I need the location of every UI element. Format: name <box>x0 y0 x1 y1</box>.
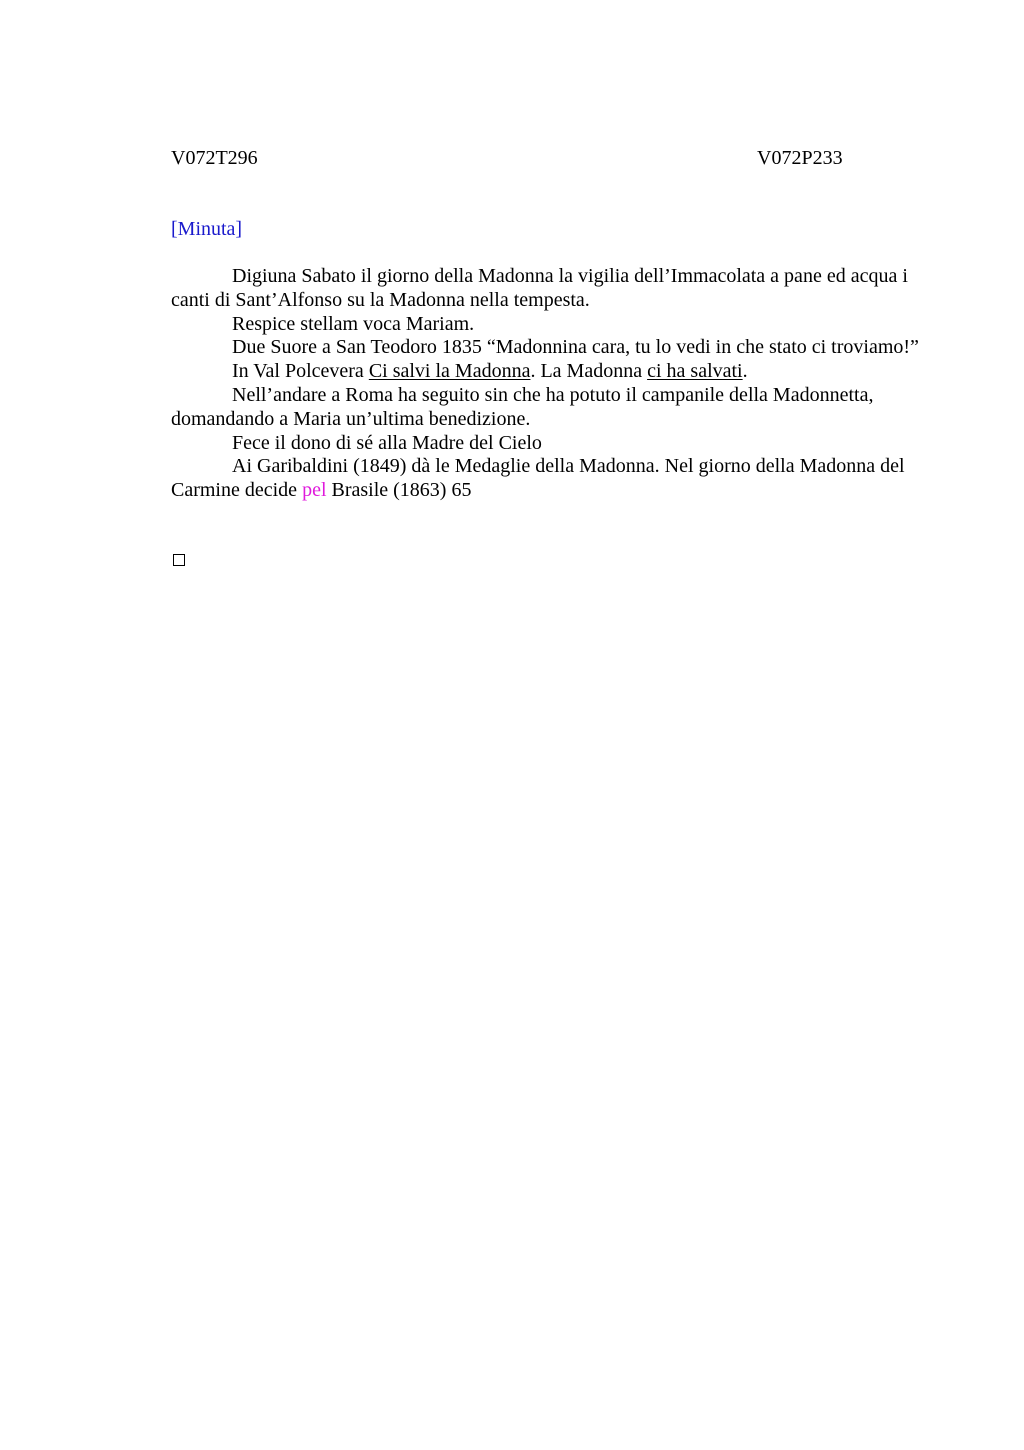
paragraph-dono: Fece il dono di sé alla Madre del Cielo <box>232 431 542 454</box>
paragraph-suore: Due Suore a San Teodoro 1835 “Madonnina cara, tu lo vedi in che stato ci troviamo!” <box>232 336 919 359</box>
underlined-phrase: ci ha salvati <box>647 360 743 383</box>
paragraph-roma: Nell’andare a Roma ha seguito sin che ha potuto il campanile della Madonnetta, domandando a Maria un’ultima benedizione. <box>171 383 874 430</box>
document-code-right: V072P233 <box>757 147 843 169</box>
underlined-phrase: Ci salvi la Madonna <box>368 360 531 383</box>
document-body <box>171 265 931 503</box>
text-span: Ai Garibaldini (1849) dà le Medaglie della Madonna. Nel giorno della Madonna del Carmine decide <box>171 455 905 502</box>
paragraph-polcevera <box>171 360 931 384</box>
text-span: Brasile (1863) 65 <box>326 479 472 502</box>
paragraph-garibaldini <box>171 455 931 503</box>
document-code-left: V072T296 <box>171 147 258 169</box>
paragraph-respice: Respice stellam voca Mariam. <box>232 312 475 335</box>
highlighted-word: pel <box>302 479 327 502</box>
text-span: . La Madonna <box>530 360 648 383</box>
text-span: In Val Polcevera <box>232 360 369 383</box>
square-outline-icon <box>173 554 185 566</box>
minuta-label: [Minuta] <box>171 218 243 240</box>
paragraph-fasting: Digiuna Sabato il giorno della Madonna la vigilia dell’Immacolata a pane ed acqua i canti di Sant’Alfonso su la Madonna nella tempesta. <box>171 265 908 311</box>
text-span: . <box>742 360 748 383</box>
